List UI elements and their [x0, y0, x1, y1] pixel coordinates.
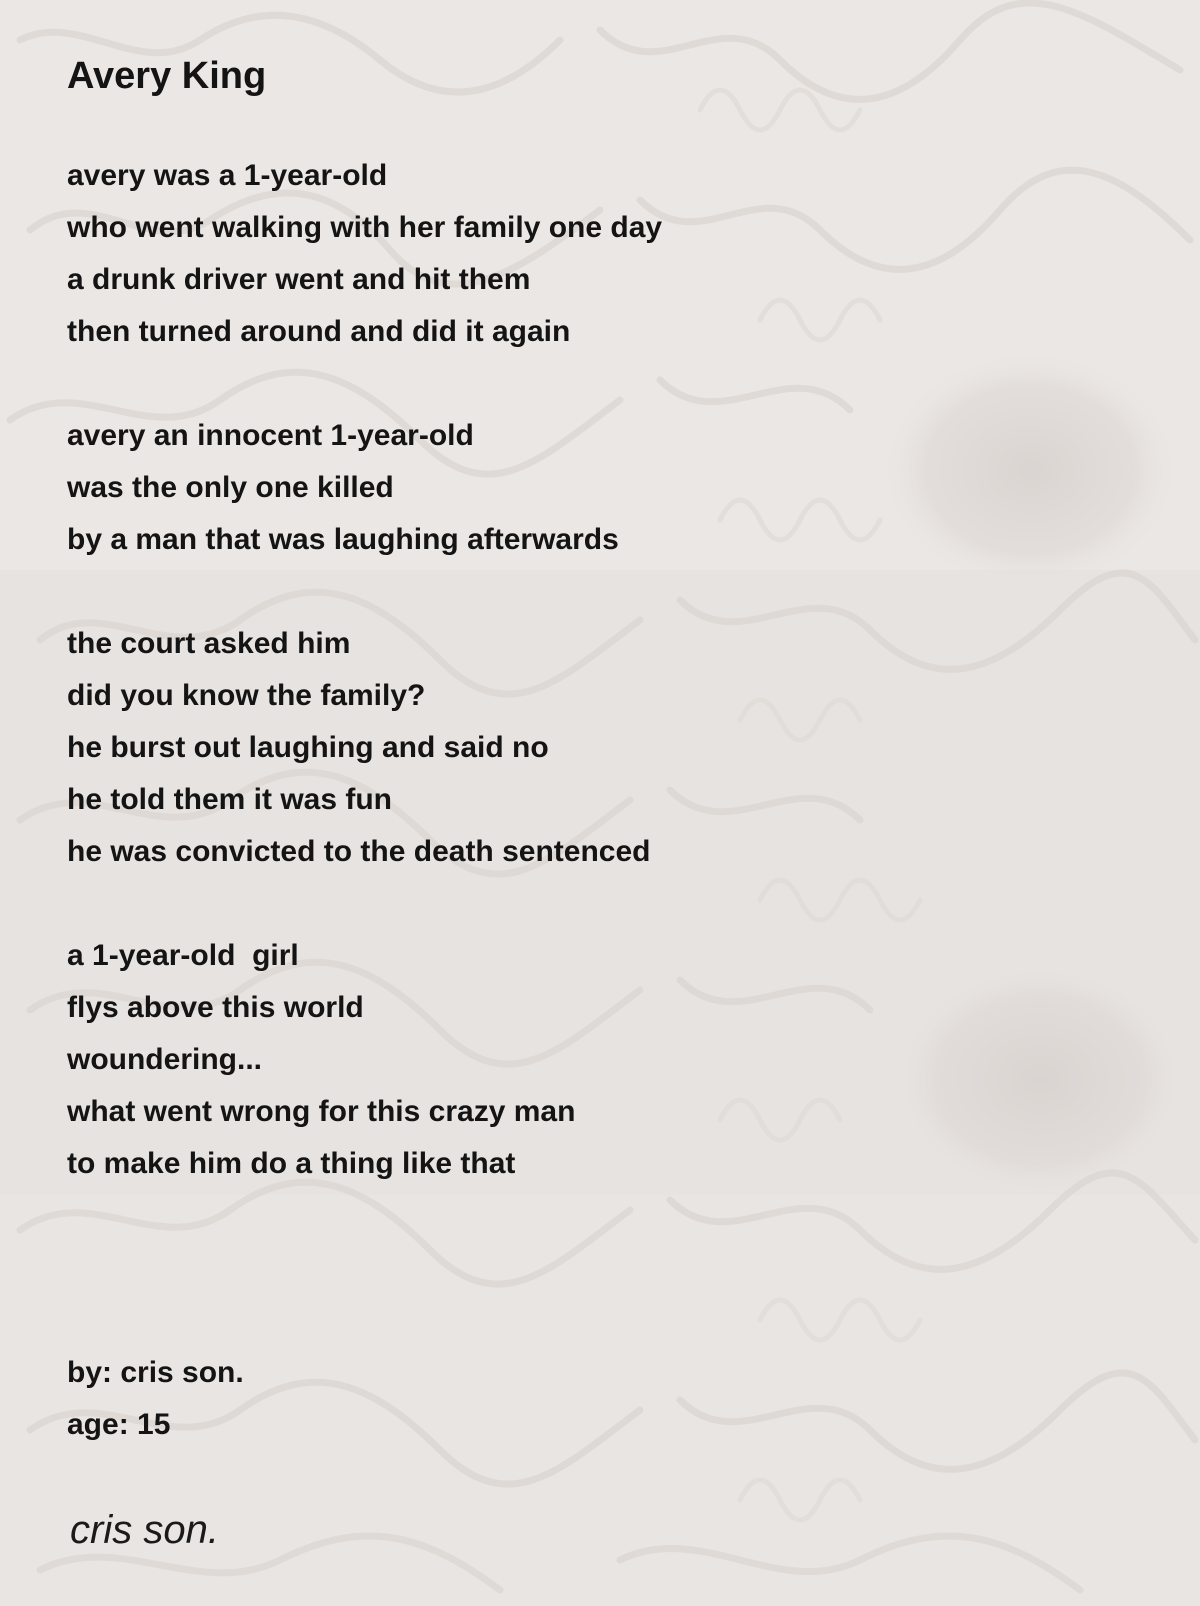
- poem-line: the court asked him: [67, 627, 351, 660]
- poem-title: Avery King: [67, 55, 267, 97]
- poem-line: to make him do a thing like that: [67, 1147, 516, 1180]
- stanza-4: [67, 930, 662, 1190]
- poem-line: by a man that was laughing afterwards: [67, 523, 619, 556]
- stanza-2: [67, 410, 662, 566]
- ink-blot-decoration: [880, 350, 1180, 590]
- poem-body: [67, 150, 662, 1190]
- poem-line: woundering...: [67, 1043, 262, 1076]
- poem-line: then turned around and did it again: [67, 315, 571, 348]
- stanza-gap: [67, 566, 662, 618]
- poem-line: he burst out laughing and said no: [67, 731, 549, 764]
- ink-blot-decoration: [890, 960, 1190, 1200]
- poem-line: avery was a 1-year-old: [67, 159, 388, 192]
- stanza-3: [67, 618, 662, 878]
- poem-line: what went wrong for this crazy man: [67, 1095, 576, 1128]
- poem-line: he told them it was fun: [67, 783, 393, 816]
- poem-line: he was convicted to the death sentenced: [67, 835, 651, 868]
- poem-line: did you know the family?: [67, 679, 426, 712]
- poem-line: who went walking with her family one day: [67, 211, 663, 244]
- author-signature: cris son.: [70, 1508, 219, 1552]
- poem-line: was the only one killed: [67, 471, 394, 504]
- stanza-gap: [67, 878, 662, 930]
- poem-line: a 1-year-old girl: [67, 939, 299, 972]
- poem-line: a drunk driver went and hit them: [67, 263, 531, 296]
- poem-line: avery an innocent 1-year-old: [67, 419, 474, 452]
- poem-line: flys above this world: [67, 991, 364, 1024]
- byline-age: age: 15: [67, 1408, 171, 1441]
- stanza-1: [67, 150, 662, 358]
- byline-author: by: cris son.: [67, 1356, 244, 1389]
- stanza-gap: [67, 358, 662, 410]
- poem-byline: [67, 1347, 244, 1451]
